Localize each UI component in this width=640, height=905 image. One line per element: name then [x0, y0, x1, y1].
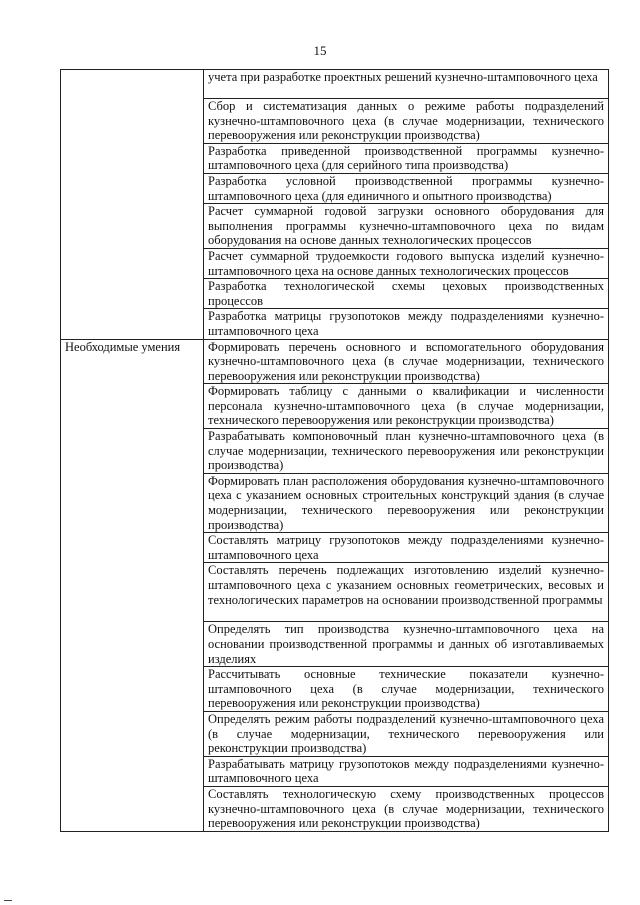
list-item: Сбор и систематизация данных о режиме работы подразделений кузнечно-штамповочного цеха (в случае модернизации, технического перевооружения или реконструкции производства): [204, 99, 609, 144]
page-number: 15: [313, 43, 327, 58]
scan-edge-mark: [4, 900, 12, 901]
list-item: Составлять матрицу грузопотоков между подразделениями кузнечно-штамповочного цеха: [204, 533, 609, 563]
list-item: Формировать план расположения оборудования кузнечно-штамповочного цеха с указанием основных строительных конструкций здания (в случае модернизации, технического перевооружения или реконструкции производства): [204, 473, 609, 532]
table-row: [61, 339, 609, 384]
table-row: [61, 70, 609, 99]
list-item: учета при разработке проектных решений кузнечно-штамповочного цеха: [204, 70, 609, 99]
list-item: Формировать перечень основного и вспомогательного оборудования кузнечно-штамповочного цеха (в случае модернизации, технического перевооружения или реконструкции производства): [204, 339, 609, 384]
group-label-empty: [61, 70, 204, 340]
list-item: Формировать таблицу с данными о квалификации и численности персонала кузнечно-штамповочного цеха (в случае модернизации, технического перевооружения или реконструкции производства): [204, 384, 609, 429]
list-item: Разрабатывать компоновочный план кузнечно-штамповочного цеха (в случае модернизации, технического перевооружения или реконструкции производства): [204, 429, 609, 474]
list-item: Разработка условной производственной программы кузнечно-штамповочного цеха (для единичного и опытного производства): [204, 173, 609, 203]
requirements-table: [60, 69, 609, 832]
list-item: Разработка приведенной производственной программы кузнечно-штамповочного цеха (для серийного типа производства): [204, 143, 609, 173]
list-item: Определять режим работы подразделений кузнечно-штамповочного цеха (в случае модернизации, технического перевооружения или реконструкции производства): [204, 711, 609, 756]
list-item: Определять тип производства кузнечно-штамповочного цеха на основании производственной программы и данных об изготавливаемых изделиях: [204, 622, 609, 667]
list-item: Разработка матрицы грузопотоков между подразделениями кузнечно-штамповочного цеха: [204, 309, 609, 339]
list-item: Разрабатывать матрицу грузопотоков между подразделениями кузнечно-штамповочного цеха: [204, 756, 609, 786]
list-item: Расчет суммарной годовой загрузки основного оборудования для выполнения программы кузнечно-штамповочного цеха по видам оборудования на основе данных технологических процессов: [204, 204, 609, 249]
list-item: Составлять технологическую схему производственных процессов кузнечно-штамповочного цеха (в случае модернизации, технического перевооружения или реконструкции производства): [204, 786, 609, 831]
skills-label: Необходимые умения: [61, 339, 204, 831]
list-item: Рассчитывать основные технические показатели кузнечно-штамповочного цеха (в случае модернизации, технического перевооружения или реконструкции производства): [204, 667, 609, 712]
list-item: Разработка технологической схемы цеховых производственных процессов: [204, 279, 609, 309]
list-item: Составлять перечень подлежащих изготовлению изделий кузнечно-штамповочного цеха с указанием основных геометрических, весовых и технологических параметров на основании производственной программы: [204, 563, 609, 622]
list-item: Расчет суммарной трудоемкости годового выпуска изделий кузнечно-штамповочного цеха на основе данных технологических процессов: [204, 248, 609, 278]
